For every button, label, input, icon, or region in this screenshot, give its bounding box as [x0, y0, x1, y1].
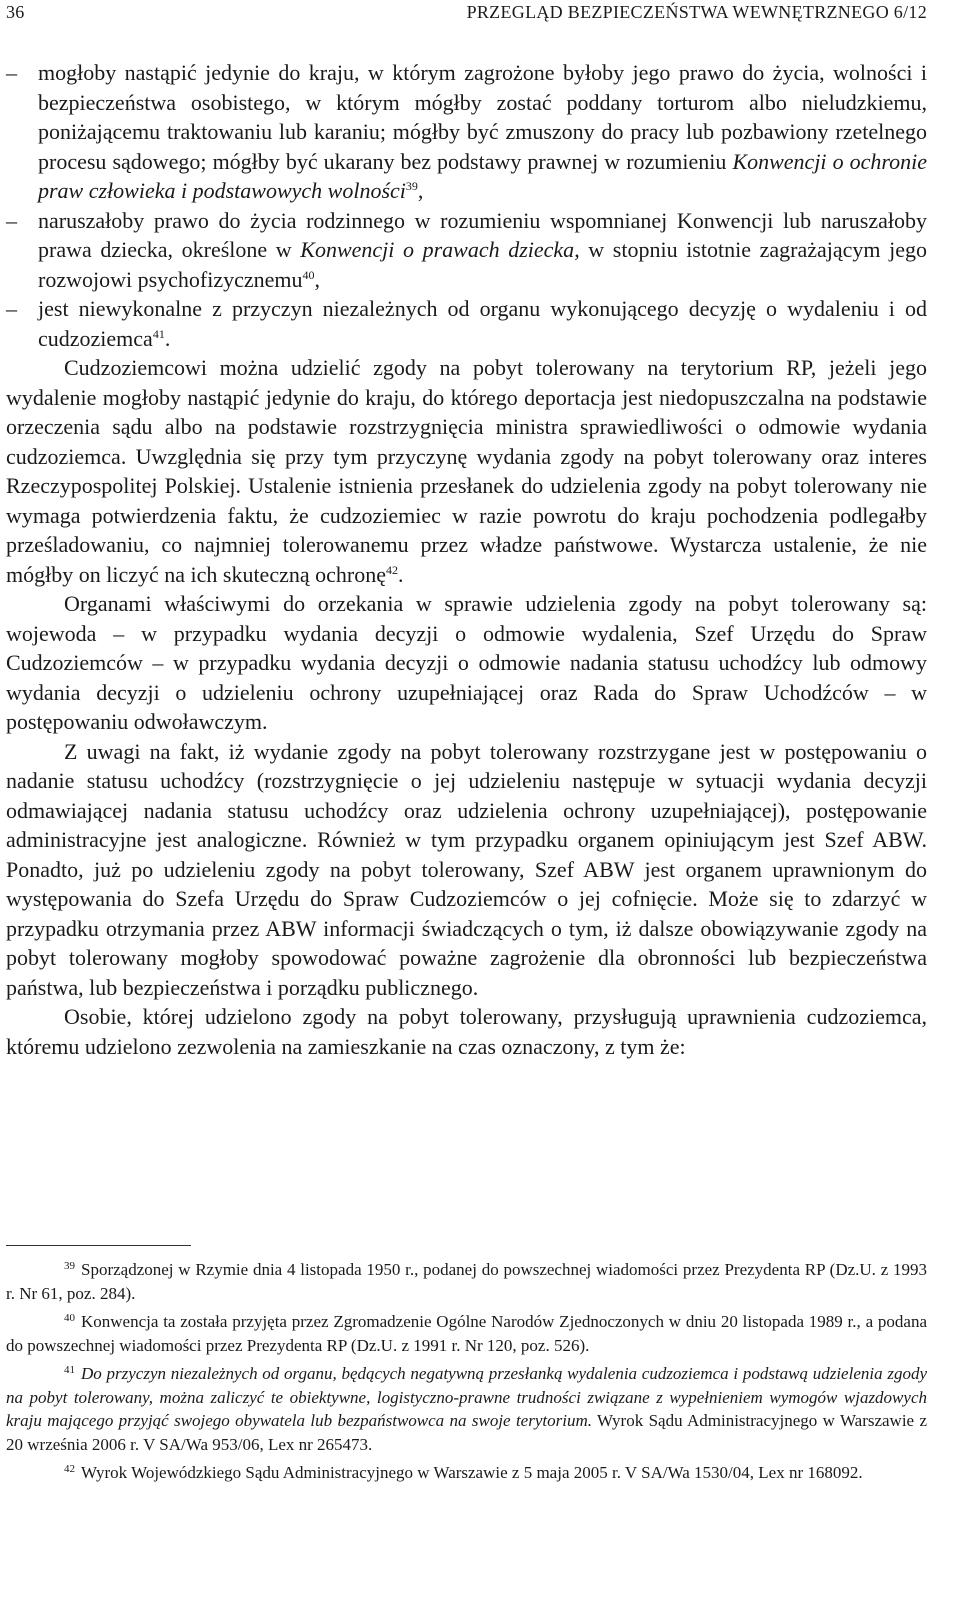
list-item-text: , w stopniu istotnie zagrażającym jego rozwojowi psychofizycznemu	[38, 237, 927, 292]
running-title: PRZEGLĄD BEZPIECZEŃSTWA WEWNĘTRZNEGO 6/12	[466, 2, 927, 22]
punctuation: ,	[314, 266, 321, 292]
list-item-text: mogłoby nastąpić jedynie do kraju, w którym zagrożone byłoby jego prawo do życia, wolności i bezpieczeństwa osobistego, w którym mógłby zostać poddany torturom albo nieludzkiemu, poniżającemu traktowaniu lub karaniu; mógłby być zmuszony do pracy lub pozbawiony rzetelnego procesu sądowego; mógłby być ukarany bez podstawy prawnej w rozumieniu	[38, 60, 927, 174]
main-text	[6, 58, 927, 1061]
convention-title: Konwencji o ochronie praw człowieka i podstawowych wolności	[38, 148, 927, 203]
footnote	[6, 1362, 927, 1456]
dash-bullet: –	[6, 296, 17, 321]
footnote	[6, 1310, 927, 1357]
punctuation: .	[397, 561, 404, 587]
page-number: 36	[6, 2, 25, 22]
footnote-text: Konwencja ta została przyjęta przez Zgromadzenie Ogólne Narodów Zjednoczonych w dniu 20 listopada 1989 r., a podana do powszechnej wiadomości przez Prezydenta RP (Dz.U. z 1991 r. Nr 120, poz. 526).	[6, 1312, 927, 1355]
footnote-text: Wyrok Wojewódzkiego Sądu Administracyjnego w Warszawie z 5 maja 2005 r. V SA/Wa 1530/04, Lex nr 168092.	[81, 1463, 863, 1482]
footnote-number: 39	[64, 1260, 75, 1272]
paragraph: Osobie, której udzielono zgody na pobyt tolerowany, przysługują uprawnienia cudzoziemca, któremu udzielono zezwolenia na zamieszkanie na czas oznaczony, z tym że:	[6, 1004, 927, 1059]
paragraph: Organami właściwymi do orzekania w sprawie udzielenia zgody na pobyt tolerowany są: wojewoda – w przypadku wydania decyzji o odmowie wydalenia, Szef Urzędu do Spraw Cudzoziemców – w przypadku wydania decyzji o odmowie nadania statusu uchodźcy lub odmowy wydania decyzji o udzieleniu ochrony uzupełniającej oraz Rada do Spraw Uchodźców – w postępowaniu odwoławczym.	[6, 591, 927, 734]
footnote-ref: 41	[152, 326, 165, 341]
footnote-number: 40	[64, 1312, 75, 1324]
footnote-separator	[6, 1245, 191, 1246]
list-item-text: jest niewykonalne z przyczyn niezależnych od organu wykonującego decyzję o wydaleniu i od cudzoziemca	[38, 296, 927, 351]
list-item	[6, 294, 927, 353]
footnote	[6, 1258, 927, 1305]
footnotes	[6, 1258, 927, 1490]
list-item	[6, 206, 927, 295]
footnote	[6, 1461, 927, 1485]
list-item-text: naruszałoby prawo do życia rodzinnego w rozumieniu wspomnianej Konwencji lub naruszałoby prawa dziecka, określone w	[38, 207, 927, 262]
list-item	[6, 58, 927, 206]
footnote-ref: 40	[302, 267, 315, 282]
footnote-ref: 42	[385, 562, 398, 577]
convention-title: Konwencji o prawach dziecka	[300, 237, 575, 262]
footnote-text: Wyrok Sądu Administracyjnego w Warszawie z 20 września 2006 r. V SA/Wa 953/06, Lex nr 265473.	[6, 1411, 928, 1454]
paragraph: Z uwagi na fakt, iż wydanie zgody na pobyt tolerowany rozstrzygane jest w postępowaniu o nadanie statusu uchodźcy (rozstrzygnięcie o jej udzieleniu następuje w sytuacji wydania decyzji odmawiającej nadania statusu uchodźcy oraz udzielenia ochrony uzupełniającej), postępowanie administracyjne jest analogiczne. Również w tym przypadku organem opiniującym jest Szef ABW. Ponadto, już po udzieleniu zgody na pobyt tolerowany, Szef ABW jest organem uprawnionym do występowania do Szefa Urzędu do Spraw Cudzoziemców o jej cofnięcie. Może się to zdarzyć w przypadku otrzymania przez ABW informacji świadczących o tym, iż dalsze obowiązywanie zgody na pobyt tolerowany mogłoby spowodować poważne zagrożenie dla obronności lub bezpieczeństwa państwa, lub bezpieczeństwa i porządku publicznego.	[6, 738, 927, 1000]
footnote-number: 41	[64, 1364, 75, 1376]
paragraph-text: Cudzoziemcowi można udzielić zgody na pobyt tolerowany na terytorium RP, jeżeli jego wydalenie mogłoby nastąpić jedynie do kraju, do którego deportacja jest niedopuszczalna na podstawie orzeczenia sądu albo na podstawie rozstrzygnięcia ministra sprawiedliwości o odmowie wydania cudzoziemca. Uwzględnia się przy tym przyczynę wydania zgody na pobyt tolerowany oraz interes Rzeczypospolitej Polskiej. Ustalenie istnienia przesłanek do udzielenia zgody na pobyt tolerowany nie wymaga potwierdzenia faktu, że cudzoziemiec w razie powrotu do kraju pochodzenia podlegałby prześladowaniu, co najmniej tolerowanemu przez władze państwowe. Wystarcza ustalenie, że nie mógłby on liczyć na ich skuteczną ochronę	[6, 355, 927, 587]
dash-bullet: –	[6, 60, 17, 85]
document-page	[6, 0, 927, 1623]
footnote-text: Sporządzonej w Rzymie dnia 4 listopada 1950 r., podanej do powszechnej wiadomości przez Prezydenta RP (Dz.U. z 1993 r. Nr 61, poz. 284).	[6, 1260, 927, 1303]
paragraph	[6, 353, 927, 589]
footnote-number: 42	[64, 1463, 75, 1475]
page-header	[6, 2, 927, 30]
footnote-italic-text: Do przyczyn niezależnych od organu, będących negatywną przesłanką wydalenia cudzoziemca i podstawą udzielenia zgody na pobyt tolerowany, można zaliczyć te obiektywne, logistyczno-prawne trudności związane z wypełnieniem wymogów wjazdowych kraju mającego przyjąć swojego obywatela lub bezpaństwowca na swoje terytorium.	[6, 1364, 927, 1430]
punctuation: ,	[417, 178, 424, 203]
punctuation: .	[164, 325, 171, 351]
dash-bullet: –	[6, 207, 17, 233]
footnote-ref: 39	[405, 179, 418, 193]
